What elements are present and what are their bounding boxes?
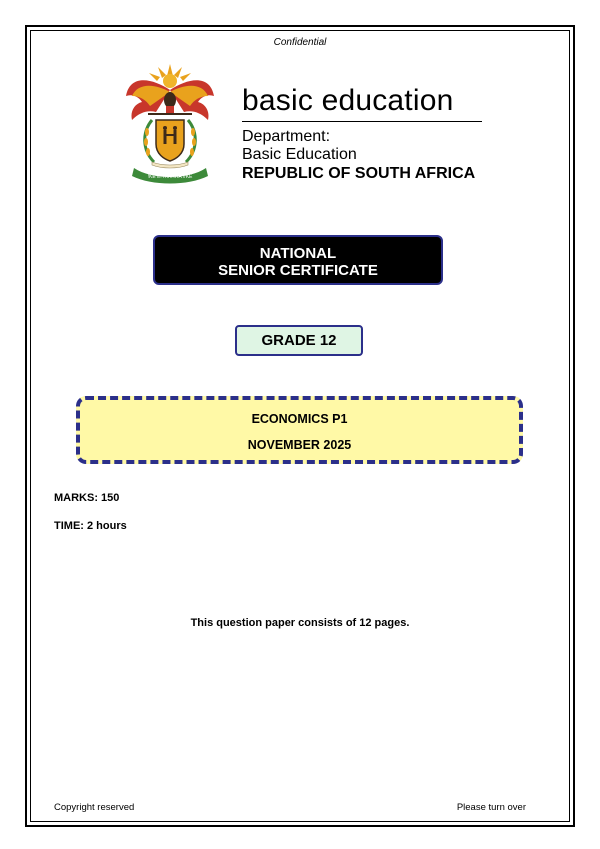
exam-title-box — [76, 396, 523, 464]
department-divider — [242, 121, 482, 122]
footer-copyright: Copyright reserved — [54, 802, 135, 813]
country-name: REPUBLIC OF SOUTH AFRICA — [242, 165, 476, 182]
confidential-label: Confidential — [273, 37, 327, 48]
certificate-banner — [153, 235, 443, 285]
page-count-note: This question paper consists of 12 pages. — [190, 617, 410, 629]
department-name: Basic Education — [242, 146, 357, 163]
certificate-line-1: NATIONAL — [259, 245, 337, 262]
svg-text:!KE E: /XARRA //KE: !KE E: /XARRA //KE — [147, 174, 193, 180]
certificate-line-2: SENIOR CERTIFICATE — [218, 262, 378, 279]
department-block — [242, 83, 492, 184]
time-text: TIME: 2 hours — [54, 520, 127, 532]
footer-turn-over: Please turn over — [456, 802, 526, 813]
department-label: Department: — [242, 128, 331, 145]
exam-subject: ECONOMICS P1 — [251, 412, 348, 426]
exam-session: NOVEMBER 2025 — [247, 438, 352, 452]
coat-of-arms-icon — [122, 62, 218, 184]
grade-badge: GRADE 12 — [235, 325, 363, 356]
marks-text: MARKS: 150 — [54, 492, 120, 504]
department-title: basic education — [242, 84, 454, 117]
